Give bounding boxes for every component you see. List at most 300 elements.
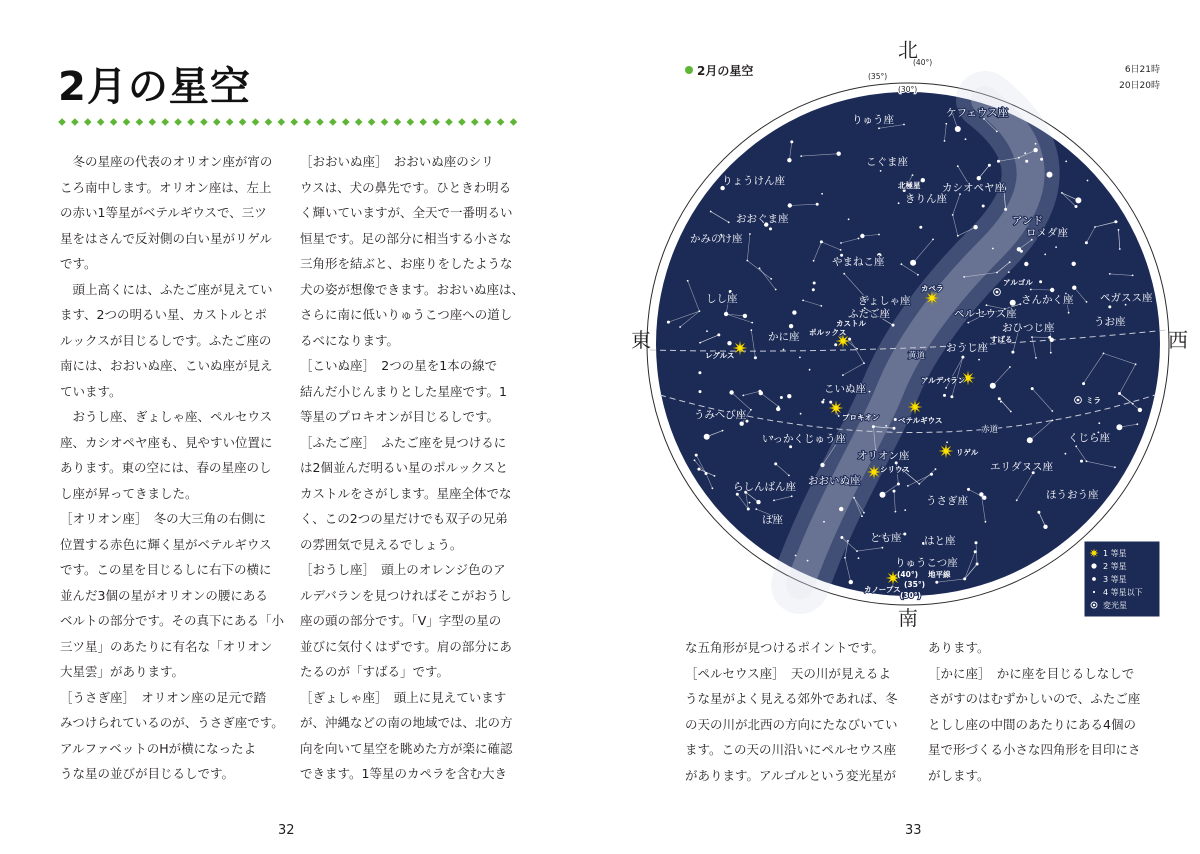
star xyxy=(1138,408,1142,412)
first-magnitude-star-icon xyxy=(939,444,953,458)
altitude-label: (35°) xyxy=(904,580,926,589)
star xyxy=(712,487,714,489)
star xyxy=(756,500,760,504)
star xyxy=(1017,247,1021,251)
star xyxy=(1024,262,1028,266)
star xyxy=(901,263,903,265)
star xyxy=(974,550,977,553)
divider-diamond xyxy=(123,118,131,126)
star xyxy=(820,240,823,243)
star xyxy=(816,203,819,206)
star xyxy=(918,483,920,485)
star xyxy=(809,369,811,371)
star xyxy=(787,394,791,398)
paragraph: ［おおいぬ座］ おおいぬ座のシリ ウスは、犬の鼻先です。ひときわ明る く輝いていますが、全天で一番明るい 恒星です。足の部分に相当する小さな 三角形を結ぶと、お座りをしたような 犬の姿が想像できます。おおいぬ座は、 さらに南に低いりゅうこつ座への道し るべになります。 xyxy=(300,154,525,348)
star xyxy=(724,312,728,316)
star xyxy=(1052,420,1054,422)
star xyxy=(965,138,967,140)
star xyxy=(1108,305,1111,308)
first-magnitude-star-icon xyxy=(867,465,881,479)
star xyxy=(1114,220,1117,223)
star xyxy=(840,536,843,539)
star xyxy=(751,322,753,324)
star xyxy=(1098,422,1100,424)
constellation-label: りゅう座 xyxy=(852,114,894,126)
divider-diamond xyxy=(136,118,144,126)
star xyxy=(848,218,850,220)
star xyxy=(979,492,983,496)
star xyxy=(1030,289,1032,291)
divider-diamond xyxy=(226,118,234,126)
divider-diamond xyxy=(252,118,260,126)
divider-diamond xyxy=(265,118,273,126)
star xyxy=(788,203,792,207)
star xyxy=(967,322,969,324)
star xyxy=(1072,262,1076,266)
star xyxy=(1009,366,1011,368)
constellation-label: いっかくじゅう座 xyxy=(762,433,846,445)
star xyxy=(776,407,780,411)
star xyxy=(858,238,860,240)
star xyxy=(789,445,792,448)
direction-north: 北 xyxy=(898,38,918,62)
star xyxy=(667,321,670,324)
constellation-label: ほ座 xyxy=(762,514,783,526)
star xyxy=(977,176,981,180)
star xyxy=(935,581,938,584)
legend-label: 4 等星以下 xyxy=(1103,588,1143,597)
divider-diamond xyxy=(187,118,195,126)
paragraph: ［かに座］ かに座を目じるしなしで さがすのはむずかしいので、ふたご座 としし座の中間のあたりにある4個の 星で形づくる小さな四角形を目印にさ がします。 xyxy=(928,665,1141,783)
star xyxy=(840,249,842,251)
paragraph: おうし座、ぎょしゃ座、ペルセウス 座、カシオペヤ座も、見やすい位置に あります。東の空には、春の星座のし し座が昇ってきました。 xyxy=(60,409,273,501)
star xyxy=(907,485,909,487)
star xyxy=(982,496,986,500)
star-name-label: カペラ xyxy=(921,284,944,293)
horizon-label: 地平線 xyxy=(928,570,951,579)
star xyxy=(746,260,748,262)
star xyxy=(932,239,934,241)
paragraph: ［ふたご座］ ふたご座を見つけるに は2個並んだ明るい星のポルックスと カストルをさがします。星座全体でな く、この2つの星だけでも双子の兄弟 の雰囲気で見えるでしょう。 xyxy=(300,434,512,552)
star-name-label: ポルックス xyxy=(809,328,847,337)
star xyxy=(1125,304,1127,306)
divider-diamond xyxy=(394,118,402,126)
star-name-label: ミラ xyxy=(1086,396,1101,405)
divider-diamond xyxy=(471,118,479,126)
star xyxy=(930,473,933,476)
star-name-label: すばる xyxy=(990,335,1013,344)
star xyxy=(894,418,897,421)
star xyxy=(856,550,858,552)
divider-diamond xyxy=(419,118,427,126)
star xyxy=(820,463,824,467)
star xyxy=(1031,239,1033,241)
star xyxy=(1132,403,1134,405)
text-column xyxy=(60,149,284,787)
star xyxy=(1068,312,1070,314)
constellation-label: ペガスス座 xyxy=(1100,292,1153,304)
star xyxy=(1010,300,1016,306)
divider-diamond xyxy=(432,118,440,126)
star xyxy=(848,338,851,341)
star xyxy=(996,131,998,133)
star xyxy=(774,462,777,465)
first-magnitude-star-icon xyxy=(908,400,922,414)
star xyxy=(863,362,865,364)
constellation-label: ふたご座 xyxy=(848,308,890,320)
star xyxy=(880,492,886,498)
star xyxy=(961,356,964,359)
star xyxy=(807,560,809,562)
star xyxy=(860,234,864,238)
title-divider xyxy=(58,116,524,128)
divider-diamond xyxy=(84,118,92,126)
star xyxy=(997,160,1000,163)
star xyxy=(1072,286,1076,290)
star-name-label: リゲル xyxy=(956,448,979,457)
star xyxy=(996,272,998,274)
constellation-label: カシオペヤ座 xyxy=(942,182,1005,194)
star xyxy=(1000,401,1002,403)
star xyxy=(847,540,849,542)
star xyxy=(844,557,846,559)
star xyxy=(714,475,716,477)
divider-diamond xyxy=(278,118,286,126)
star xyxy=(849,580,853,584)
altitude-label: (30°) xyxy=(900,591,922,600)
legend-second-magnitude-icon xyxy=(1091,563,1096,568)
divider-diamond xyxy=(303,118,311,126)
star-name-label: アルデバラン xyxy=(921,376,966,385)
star xyxy=(747,508,750,511)
ecliptic-label: 黄道 xyxy=(908,351,926,361)
star xyxy=(706,330,708,332)
star xyxy=(982,205,985,208)
first-magnitude-star-icon xyxy=(733,341,747,355)
divider-diamond xyxy=(239,118,247,126)
star xyxy=(704,434,710,440)
star-name-label: シリウス xyxy=(880,465,910,474)
star xyxy=(727,341,731,345)
paragraph: な五角形が見つけるポイントです。 xyxy=(685,640,885,655)
star xyxy=(943,394,946,397)
star xyxy=(946,441,948,443)
divider-diamond xyxy=(316,118,324,126)
star xyxy=(769,227,772,230)
star xyxy=(787,158,791,162)
divider-diamond xyxy=(290,118,298,126)
constellation-label: うさぎ座 xyxy=(926,495,968,507)
star xyxy=(1086,460,1088,462)
star-name-label: レグルス xyxy=(705,351,735,360)
constellation-label: りょうけん座 xyxy=(722,175,785,187)
star xyxy=(750,329,752,331)
star xyxy=(1009,261,1011,263)
star xyxy=(903,533,906,536)
constellation-label: おひつじ座 xyxy=(1002,322,1055,334)
star xyxy=(728,221,730,223)
star xyxy=(1116,424,1122,430)
star xyxy=(780,396,783,399)
constellation-label: りゅうこつ座 xyxy=(895,557,958,569)
star xyxy=(759,390,762,393)
star xyxy=(823,399,825,401)
divider-diamond xyxy=(174,118,182,126)
star xyxy=(1035,357,1037,359)
star xyxy=(742,395,744,397)
constellation-label: ケフェウス座 xyxy=(946,107,1009,119)
paragraph: ［うさぎ座］ オリオン座の足元で踏 みつけられているのが、うさぎ座です。 アルファベットのHが横になったよ うな星の並びが目じるしです。 xyxy=(60,689,284,781)
star-name-label: アルゴル xyxy=(1003,278,1033,287)
star xyxy=(800,155,802,157)
legend-label: 変光星 xyxy=(1103,601,1127,610)
star xyxy=(935,468,937,470)
star xyxy=(952,214,954,216)
star xyxy=(945,387,947,389)
star xyxy=(749,233,751,235)
first-magnitude-star-icon xyxy=(829,401,843,415)
divider-diamond xyxy=(329,118,337,126)
star xyxy=(717,333,720,336)
star xyxy=(743,314,747,318)
page-number: 33 xyxy=(905,823,922,838)
paragraph: ［こいぬ座］ 2つの星を1本の線で 結んだ小じんまりとした星座です。1 等星のプロキオンが目じるしです。 xyxy=(300,358,507,424)
star xyxy=(799,357,801,359)
star xyxy=(882,547,884,549)
constellation-label: かに座 xyxy=(768,331,800,343)
star xyxy=(821,401,824,404)
star xyxy=(699,342,701,344)
star xyxy=(885,425,887,427)
star xyxy=(722,430,724,432)
star xyxy=(1004,208,1007,211)
legend-third-magnitude-icon xyxy=(1092,577,1096,581)
constellation-label: うお座 xyxy=(1094,316,1126,328)
paragraph: ［ぎょしゃ座］ 頭上に見えています が、沖縄などの南の地域では、北の方 向を向いて星空を眺めた方が楽に確認 できます。1等星のカペラを含む大き xyxy=(300,689,513,781)
star xyxy=(893,490,896,493)
star xyxy=(838,415,840,417)
divider-diamond xyxy=(445,118,453,126)
divider-diamond xyxy=(368,118,376,126)
time-label: 6日21時 xyxy=(1124,65,1160,75)
divider-diamond xyxy=(97,118,105,126)
star xyxy=(912,174,914,176)
paragraph: ［おうし座］ 頭上のオレンジ色のア ルデバランを見つければそこがおうし 座の頭の部分です。「V」字型の星の 並びに気付くはずです。肩の部分にあ たるのが「すばる」です。 xyxy=(300,562,512,679)
star xyxy=(770,278,772,280)
constellation-label: ペルセウス座 xyxy=(954,308,1017,320)
divider-diamond xyxy=(213,118,221,126)
star xyxy=(812,288,815,291)
divider-diamond xyxy=(484,118,492,126)
star xyxy=(856,348,858,350)
star xyxy=(1118,392,1121,395)
constellation-label: うみへび座 xyxy=(694,409,747,421)
star xyxy=(679,326,681,328)
star xyxy=(1061,192,1063,194)
star xyxy=(788,475,790,477)
star xyxy=(834,343,837,346)
star xyxy=(699,390,702,393)
star xyxy=(1065,453,1067,455)
star xyxy=(880,170,882,172)
star xyxy=(878,127,880,129)
star xyxy=(990,383,996,389)
variable-star-dot-icon xyxy=(1077,399,1080,402)
constellation-label: こぐま座 xyxy=(866,156,908,168)
star xyxy=(863,512,865,514)
star xyxy=(749,502,751,504)
star xyxy=(858,557,860,559)
star xyxy=(1103,353,1105,355)
star xyxy=(1033,148,1037,152)
legend-label: 3 等星 xyxy=(1103,575,1127,584)
altitude-label: (35°) xyxy=(868,72,888,81)
star xyxy=(1040,158,1043,161)
divider-diamond xyxy=(149,118,157,126)
star xyxy=(872,425,875,428)
star xyxy=(1016,499,1018,501)
star xyxy=(1008,271,1010,273)
star xyxy=(750,409,752,411)
star xyxy=(802,300,804,302)
constellation-label: おおぐま座 xyxy=(736,213,789,225)
star xyxy=(895,511,897,513)
star xyxy=(921,178,925,182)
star xyxy=(1027,437,1033,443)
constellation-label: おおいぬ座 xyxy=(808,475,861,487)
legend-label: 2 等星 xyxy=(1103,562,1127,571)
star xyxy=(820,305,822,307)
constellation-label: こいぬ座 xyxy=(824,383,866,395)
constellation-label: やまねこ座 xyxy=(832,256,885,268)
page-title: 2月の星空 xyxy=(58,64,251,110)
star-map xyxy=(600,28,1200,640)
map-legend xyxy=(1084,541,1160,617)
star xyxy=(1039,280,1042,283)
star xyxy=(1114,466,1116,468)
star xyxy=(897,483,900,486)
star xyxy=(910,260,916,266)
divider-diamond xyxy=(407,118,415,126)
star xyxy=(1025,160,1028,163)
star xyxy=(1044,254,1046,256)
constellation-label: ほうおう座 xyxy=(1046,489,1099,501)
star-name-label: ベテルギウス xyxy=(898,416,943,425)
star xyxy=(1037,511,1040,514)
star xyxy=(957,235,959,237)
star xyxy=(957,165,959,167)
star xyxy=(687,280,689,282)
constellation-label: おうし座 xyxy=(946,342,988,354)
constellation-label: しし座 xyxy=(706,293,738,305)
star xyxy=(1085,241,1088,244)
star xyxy=(1087,180,1089,182)
star xyxy=(1086,301,1088,303)
star xyxy=(813,260,815,262)
text-column xyxy=(685,635,898,788)
star xyxy=(985,521,987,523)
legend-burst-shape xyxy=(1089,548,1098,557)
divider-diamond xyxy=(510,118,518,126)
star xyxy=(843,273,845,275)
constellation-label: とも座 xyxy=(870,532,902,544)
time-label: 20日20時 xyxy=(1119,81,1160,91)
star xyxy=(839,507,843,511)
star xyxy=(791,495,793,497)
divider-diamond xyxy=(110,118,118,126)
star xyxy=(1051,410,1053,412)
star xyxy=(783,349,785,351)
paragraph: あります。 xyxy=(928,640,990,655)
star xyxy=(1075,197,1081,203)
star xyxy=(1109,273,1111,275)
star xyxy=(813,282,816,285)
page-number: 32 xyxy=(278,823,295,838)
star xyxy=(821,193,823,195)
star xyxy=(755,508,757,510)
star xyxy=(893,427,896,430)
star xyxy=(892,324,895,327)
star xyxy=(729,390,733,394)
star xyxy=(705,472,708,475)
star xyxy=(710,211,712,213)
star xyxy=(992,248,994,250)
star-name-label: 北極星 xyxy=(898,181,921,190)
star xyxy=(1132,275,1134,277)
divider-diamond xyxy=(200,118,208,126)
star xyxy=(967,488,970,491)
star xyxy=(792,310,796,314)
first-magnitude-star-icon xyxy=(925,291,939,305)
star xyxy=(1010,411,1012,413)
star xyxy=(986,304,988,306)
star-name-label: プロキオン xyxy=(842,413,880,422)
legend-variable-star-icon-dot xyxy=(1093,604,1095,606)
constellation-label: アンド xyxy=(1012,215,1044,227)
star xyxy=(917,274,919,276)
direction-south: 南 xyxy=(898,606,918,630)
star xyxy=(829,401,832,404)
heading-bullet-icon xyxy=(685,66,693,74)
star xyxy=(904,509,906,511)
text-column xyxy=(300,149,524,787)
star xyxy=(898,202,900,204)
star xyxy=(1050,352,1052,354)
star xyxy=(699,310,701,312)
star xyxy=(1035,143,1037,145)
divider-diamond xyxy=(355,118,363,126)
star xyxy=(842,374,844,376)
paragraph: 頭上高くには、ふたご座が見えてい ます、2つの明るい星、カストルとポ ルックスが目じるしです。ふたご座の 南には、おおいぬ座、こいぬ座が見え ています。 xyxy=(60,281,273,399)
star xyxy=(1047,172,1053,178)
constellation-label: かみのけ座 xyxy=(690,233,743,245)
star xyxy=(1018,157,1020,159)
star xyxy=(1136,423,1138,425)
star xyxy=(1065,161,1067,163)
constellation-label: きりん座 xyxy=(905,193,947,205)
constellation-label: さんかく座 xyxy=(1021,294,1074,306)
constellation-label: ぎょしゃ座 xyxy=(858,295,911,307)
star xyxy=(695,454,698,457)
constellation-label: はと座 xyxy=(924,535,956,547)
map-heading: 2月の星空 xyxy=(697,64,754,78)
star xyxy=(1094,226,1096,228)
direction-west: 西 xyxy=(1168,328,1188,352)
divider-diamond xyxy=(342,118,350,126)
star xyxy=(945,123,947,125)
paragraph: 冬の星座の代表のオリオン座が宵の ころ南中します。オリオン座は、左上 の赤い1等星がベテルギウスで、三ツ 星をはさんで反対側の白い星がリゲル です。 xyxy=(60,154,273,271)
star xyxy=(1031,387,1034,390)
